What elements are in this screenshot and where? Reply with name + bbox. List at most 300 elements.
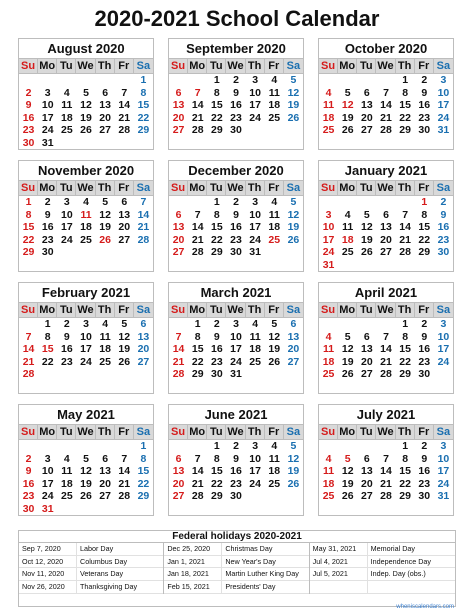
day-cell: 19 <box>287 465 300 478</box>
day-cell: 28 <box>191 124 204 137</box>
week-row <box>319 440 453 453</box>
day-cell: 11 <box>323 343 335 356</box>
day-cell: 7 <box>121 86 128 99</box>
day-cell: 20 <box>380 233 392 246</box>
day-cell <box>96 368 115 381</box>
day-cell: 6 <box>363 330 370 343</box>
day-cell: 2 <box>421 74 428 86</box>
weekday-label: Tu <box>57 59 76 74</box>
day-cell: 25 <box>341 246 354 259</box>
day-cell: 15 <box>211 99 223 112</box>
day-cell: 31 <box>322 258 335 271</box>
day-cell: 18 <box>341 233 354 246</box>
week-row <box>169 465 303 478</box>
day-cell: 2 <box>233 440 239 452</box>
day-cell: 25 <box>249 355 261 368</box>
weekday-label: Mo <box>338 425 357 440</box>
weekday-label: Fr <box>115 303 134 318</box>
day-cell: 23 <box>41 233 54 246</box>
holiday-row <box>19 581 163 594</box>
day-cell: 9 <box>421 86 428 99</box>
weekday-label: Fr <box>265 303 284 318</box>
day-cell: 4 <box>325 452 332 465</box>
week-row <box>169 234 303 247</box>
week-row <box>169 343 303 356</box>
day-cell: 5 <box>344 330 351 343</box>
day-cell: 11 <box>323 465 335 478</box>
day-cell: 10 <box>437 86 450 99</box>
day-cell: 21 <box>191 477 204 490</box>
week-row <box>319 221 453 234</box>
holiday-name: Martin Luther King Day <box>225 569 299 579</box>
day-cell <box>415 259 434 272</box>
weekday-header <box>169 181 303 196</box>
day-cell: 11 <box>342 221 354 234</box>
week-row <box>19 343 153 356</box>
day-cell: 1 <box>402 440 409 452</box>
month-block <box>168 160 304 272</box>
day-cell <box>38 74 57 87</box>
day-cell: 24 <box>61 233 73 246</box>
day-cell <box>57 368 76 381</box>
holiday-row <box>164 568 308 581</box>
day-cell: 17 <box>437 99 450 112</box>
day-cell <box>115 368 134 381</box>
day-cell: 26 <box>268 355 281 368</box>
holiday-row <box>19 568 163 581</box>
day-cell: 9 <box>233 452 239 465</box>
day-cell <box>284 490 303 503</box>
day-cell: 9 <box>233 208 239 221</box>
day-cell: 9 <box>421 452 428 465</box>
day-cell: 14 <box>380 99 392 112</box>
day-cell: 19 <box>118 343 131 356</box>
day-cell: 17 <box>230 343 242 356</box>
week-row <box>169 221 303 234</box>
holiday-date: Sep 7, 2020 <box>19 543 77 555</box>
day-cell: 6 <box>121 196 128 208</box>
day-cell <box>319 196 338 209</box>
day-cell: 29 <box>137 490 150 503</box>
day-cell: 26 <box>287 111 300 124</box>
day-cell: 12 <box>341 465 354 478</box>
holiday-date: Dec 25, 2020 <box>164 543 222 555</box>
day-cell <box>96 137 115 150</box>
weekday-label: Mo <box>188 303 207 318</box>
day-cell: 3 <box>440 440 447 452</box>
day-cell: 16 <box>41 221 54 234</box>
weekday-label: Tu <box>357 425 376 440</box>
day-cell: 1 <box>402 74 409 86</box>
week-row <box>169 124 303 137</box>
day-cell: 4 <box>102 318 109 330</box>
day-cell: 19 <box>268 343 281 356</box>
day-cell: 26 <box>99 233 111 246</box>
day-cell: 13 <box>172 99 185 112</box>
weekday-label: Fr <box>415 303 434 318</box>
day-cell <box>357 440 376 453</box>
day-cell: 24 <box>437 111 450 124</box>
day-cell: 12 <box>341 343 354 356</box>
weekday-label: Th <box>396 59 415 74</box>
weekday-label: Sa <box>436 426 451 438</box>
day-cell: 1 <box>194 318 201 330</box>
day-cell <box>376 259 395 272</box>
weekday-header <box>169 59 303 74</box>
day-cell: 23 <box>22 124 35 137</box>
day-cell <box>319 440 338 453</box>
day-cell: 21 <box>380 477 392 490</box>
day-cell: 8 <box>213 86 220 99</box>
week-row <box>19 490 153 503</box>
weekday-label: Su <box>19 59 38 74</box>
weekday-label: Th <box>246 59 265 74</box>
weekday-label: Fr <box>265 425 284 440</box>
day-cell <box>76 246 95 259</box>
month-block <box>168 282 304 394</box>
day-cell: 13 <box>361 465 373 478</box>
week-row <box>319 112 453 125</box>
day-cell: 30 <box>418 124 431 137</box>
day-cell: 30 <box>418 368 431 381</box>
weekday-label: We <box>77 426 94 438</box>
day-cell: 29 <box>191 368 204 381</box>
day-cell: 23 <box>437 233 450 246</box>
day-cell: 15 <box>137 465 150 478</box>
day-cell <box>338 318 357 331</box>
day-cell: 29 <box>399 490 411 503</box>
weekday-label: Fr <box>265 181 284 196</box>
day-cell: 2 <box>25 452 32 465</box>
holiday-date: Jul 5, 2021 <box>310 568 368 580</box>
day-cell: 10 <box>249 86 261 99</box>
day-cell: 20 <box>172 233 185 246</box>
day-cell: 17 <box>322 233 335 246</box>
day-cell: 4 <box>325 330 332 343</box>
day-cell: 18 <box>268 221 281 234</box>
day-cell: 23 <box>22 490 35 503</box>
day-cell: 3 <box>63 196 70 208</box>
weekday-label: Tu <box>207 425 226 440</box>
holiday-name: New Year's Day <box>225 556 276 566</box>
month-title: September 2020 <box>169 39 303 59</box>
day-cell: 21 <box>22 355 35 368</box>
day-cell <box>265 368 284 381</box>
day-cell: 12 <box>118 330 131 343</box>
week-row <box>319 331 453 344</box>
day-cell: 17 <box>61 221 73 234</box>
day-cell: 24 <box>437 355 450 368</box>
holiday-column <box>19 543 164 594</box>
day-cell <box>338 196 357 209</box>
weekday-label: We <box>77 182 94 194</box>
day-cell: 25 <box>268 233 281 246</box>
weekday-label: Th <box>96 425 115 440</box>
day-cell: 1 <box>213 196 220 208</box>
weekday-label: Tu <box>57 425 76 440</box>
site-credit[interactable]: wheniscalendars.com <box>396 604 454 610</box>
day-cell: 27 <box>137 355 150 368</box>
day-cell: 20 <box>99 477 111 490</box>
day-cell: 10 <box>41 465 54 478</box>
day-cell: 20 <box>361 477 373 490</box>
month-title: July 2021 <box>319 405 453 425</box>
holiday-row <box>310 543 455 556</box>
week-row <box>319 453 453 466</box>
day-cell <box>246 368 265 381</box>
month-block <box>318 282 454 394</box>
calendar-grid <box>18 38 454 516</box>
day-cell: 21 <box>191 233 204 246</box>
day-cell: 7 <box>402 208 409 221</box>
week-row <box>19 221 153 234</box>
day-cell: 28 <box>118 490 131 503</box>
weekday-label: We <box>377 304 394 316</box>
holiday-name: Veterans Day <box>80 569 124 579</box>
holiday-date: May 31, 2021 <box>310 543 368 555</box>
weekday-label: Tu <box>57 303 76 318</box>
day-cell: 26 <box>80 124 92 137</box>
day-cell: 21 <box>172 355 185 368</box>
weekday-label: Su <box>19 303 38 318</box>
day-cell: 28 <box>137 233 150 246</box>
day-cell: 9 <box>63 330 70 343</box>
day-cell: 19 <box>287 221 300 234</box>
day-cell: 18 <box>322 477 335 490</box>
day-cell: 17 <box>437 343 450 356</box>
day-cell: 19 <box>80 477 92 490</box>
weekday-label: Fr <box>415 425 434 440</box>
day-cell: 24 <box>230 355 242 368</box>
day-cell <box>19 74 38 87</box>
week-row <box>169 453 303 466</box>
day-cell: 19 <box>80 111 92 124</box>
week-row <box>319 196 453 209</box>
day-cell: 24 <box>41 124 54 137</box>
day-cell <box>265 490 284 503</box>
day-cell: 23 <box>230 477 242 490</box>
day-cell: 18 <box>99 343 111 356</box>
day-cell: 9 <box>233 86 239 99</box>
day-cell: 11 <box>268 452 280 465</box>
weekday-label: Fr <box>415 181 434 196</box>
weekday-label: Fr <box>415 59 434 74</box>
day-cell: 14 <box>191 99 204 112</box>
day-cell: 14 <box>22 343 35 356</box>
day-cell: 28 <box>380 490 392 503</box>
weekday-header <box>19 303 153 318</box>
day-cell <box>134 503 153 516</box>
day-cell: 20 <box>172 111 185 124</box>
federal-holidays-rows <box>19 543 455 594</box>
weekday-label: Sa <box>136 304 151 316</box>
day-cell: 19 <box>361 233 373 246</box>
day-cell: 22 <box>137 111 150 124</box>
day-cell: 25 <box>99 355 111 368</box>
day-cell: 10 <box>437 330 450 343</box>
month-block <box>18 282 154 394</box>
day-cell: 4 <box>252 318 259 330</box>
week-row <box>19 112 153 125</box>
holiday-column <box>164 543 309 594</box>
day-cell: 5 <box>121 318 128 330</box>
weekday-label: Mo <box>38 425 57 440</box>
weekday-label: Sa <box>136 182 151 194</box>
week-row <box>19 453 153 466</box>
day-cell: 21 <box>191 111 204 124</box>
day-cell: 8 <box>140 86 147 99</box>
day-cell: 30 <box>22 502 35 515</box>
day-cell: 28 <box>118 124 131 137</box>
day-cell <box>96 440 115 453</box>
week-row <box>169 196 303 209</box>
weekday-label: Sa <box>286 182 301 194</box>
day-cell <box>396 259 415 272</box>
page-title: 2020-2021 School Calendar <box>94 6 380 31</box>
month-block <box>318 160 454 272</box>
week-row <box>319 490 453 503</box>
day-cell: 28 <box>172 368 185 381</box>
day-cell: 25 <box>322 490 335 503</box>
day-cell: 3 <box>233 318 239 330</box>
day-cell <box>169 74 188 87</box>
day-cell: 9 <box>25 99 32 112</box>
day-cell: 5 <box>290 74 297 86</box>
month-title: December 2020 <box>169 161 303 181</box>
day-cell <box>115 137 134 150</box>
day-cell: 25 <box>322 124 335 137</box>
day-cell: 13 <box>361 99 373 112</box>
day-cell <box>376 440 395 453</box>
week-row <box>19 137 153 150</box>
week-row <box>319 465 453 478</box>
holiday-date: Oct 12, 2020 <box>19 556 77 568</box>
day-cell: 17 <box>41 111 54 124</box>
weekday-label: We <box>377 60 394 72</box>
day-cell: 27 <box>172 490 185 503</box>
weekday-label: Su <box>319 425 338 440</box>
day-cell: 20 <box>172 477 185 490</box>
day-cell: 13 <box>172 221 185 234</box>
month-block <box>18 160 154 272</box>
month-block <box>18 404 154 516</box>
holiday-name: Memorial Day <box>370 544 415 553</box>
day-cell: 2 <box>233 74 239 86</box>
weekday-label: Mo <box>38 59 57 74</box>
day-cell: 15 <box>191 343 204 356</box>
holiday-row <box>164 581 308 594</box>
weekday-label: Mo <box>188 181 207 196</box>
day-cell: 11 <box>80 208 92 221</box>
weekday-label: Tu <box>357 303 376 318</box>
month-title: January 2021 <box>319 161 453 181</box>
day-cell: 3 <box>440 318 447 330</box>
weekday-label: Tu <box>357 59 376 74</box>
day-cell <box>319 74 338 87</box>
day-cell: 27 <box>361 368 373 381</box>
day-cell: 1 <box>402 318 409 330</box>
day-cell: 3 <box>252 74 259 86</box>
day-cell: 29 <box>418 246 431 259</box>
day-cell: 16 <box>22 477 35 490</box>
day-cell <box>57 440 76 453</box>
day-cell: 7 <box>383 330 389 343</box>
day-cell: 17 <box>249 99 261 112</box>
weekday-label: Sa <box>136 60 151 72</box>
weekday-header <box>19 425 153 440</box>
day-cell: 27 <box>99 490 111 503</box>
day-cell: 22 <box>22 233 35 246</box>
month-title: May 2021 <box>19 405 153 425</box>
day-cell: 16 <box>418 99 431 112</box>
day-cell: 14 <box>137 208 150 221</box>
day-cell: 6 <box>290 318 297 330</box>
weekday-label: Mo <box>338 59 357 74</box>
week-row <box>169 490 303 503</box>
weekday-label: Th <box>246 425 265 440</box>
week-row <box>19 331 153 344</box>
day-cell: 9 <box>440 208 447 221</box>
weekday-label: Mo <box>188 59 207 74</box>
holiday-row <box>164 556 308 569</box>
day-cell: 2 <box>233 196 239 208</box>
day-cell: 29 <box>211 124 223 137</box>
day-cell <box>57 503 76 516</box>
holiday-date: Jan 1, 2021 <box>164 556 222 568</box>
weekday-label: Fr <box>115 425 134 440</box>
day-cell <box>188 196 207 209</box>
day-cell: 22 <box>191 355 204 368</box>
day-cell <box>319 318 338 331</box>
day-cell: 26 <box>287 233 300 246</box>
day-cell: 6 <box>102 452 109 465</box>
day-cell: 24 <box>41 490 54 503</box>
week-row <box>169 440 303 453</box>
day-cell: 22 <box>211 233 223 246</box>
day-cell: 2 <box>25 86 32 99</box>
month-title: October 2020 <box>319 39 453 59</box>
day-cell <box>38 440 57 453</box>
day-cell: 10 <box>61 208 73 221</box>
day-cell: 29 <box>22 246 35 259</box>
day-cell: 19 <box>341 477 354 490</box>
day-cell: 28 <box>380 368 392 381</box>
day-cell: 11 <box>61 465 73 478</box>
day-cell: 2 <box>63 318 70 330</box>
day-cell: 3 <box>252 440 259 452</box>
weekday-label: We <box>77 60 94 72</box>
month-block <box>318 38 454 150</box>
month-block <box>168 38 304 150</box>
day-cell: 30 <box>211 368 223 381</box>
day-cell: 1 <box>140 440 147 452</box>
day-cell: 27 <box>361 124 373 137</box>
day-cell: 12 <box>287 452 300 465</box>
day-cell: 13 <box>137 330 150 343</box>
day-cell: 13 <box>172 465 185 478</box>
holiday-date: Nov 11, 2020 <box>19 568 77 580</box>
weekday-header <box>319 59 453 74</box>
day-cell: 30 <box>230 490 242 503</box>
day-cell: 15 <box>137 99 150 112</box>
day-cell <box>76 503 95 516</box>
day-cell: 30 <box>437 246 450 259</box>
day-cell <box>134 368 153 381</box>
day-cell: 21 <box>118 111 131 124</box>
day-cell: 22 <box>211 111 223 124</box>
day-cell <box>284 246 303 259</box>
day-cell: 29 <box>137 124 150 137</box>
